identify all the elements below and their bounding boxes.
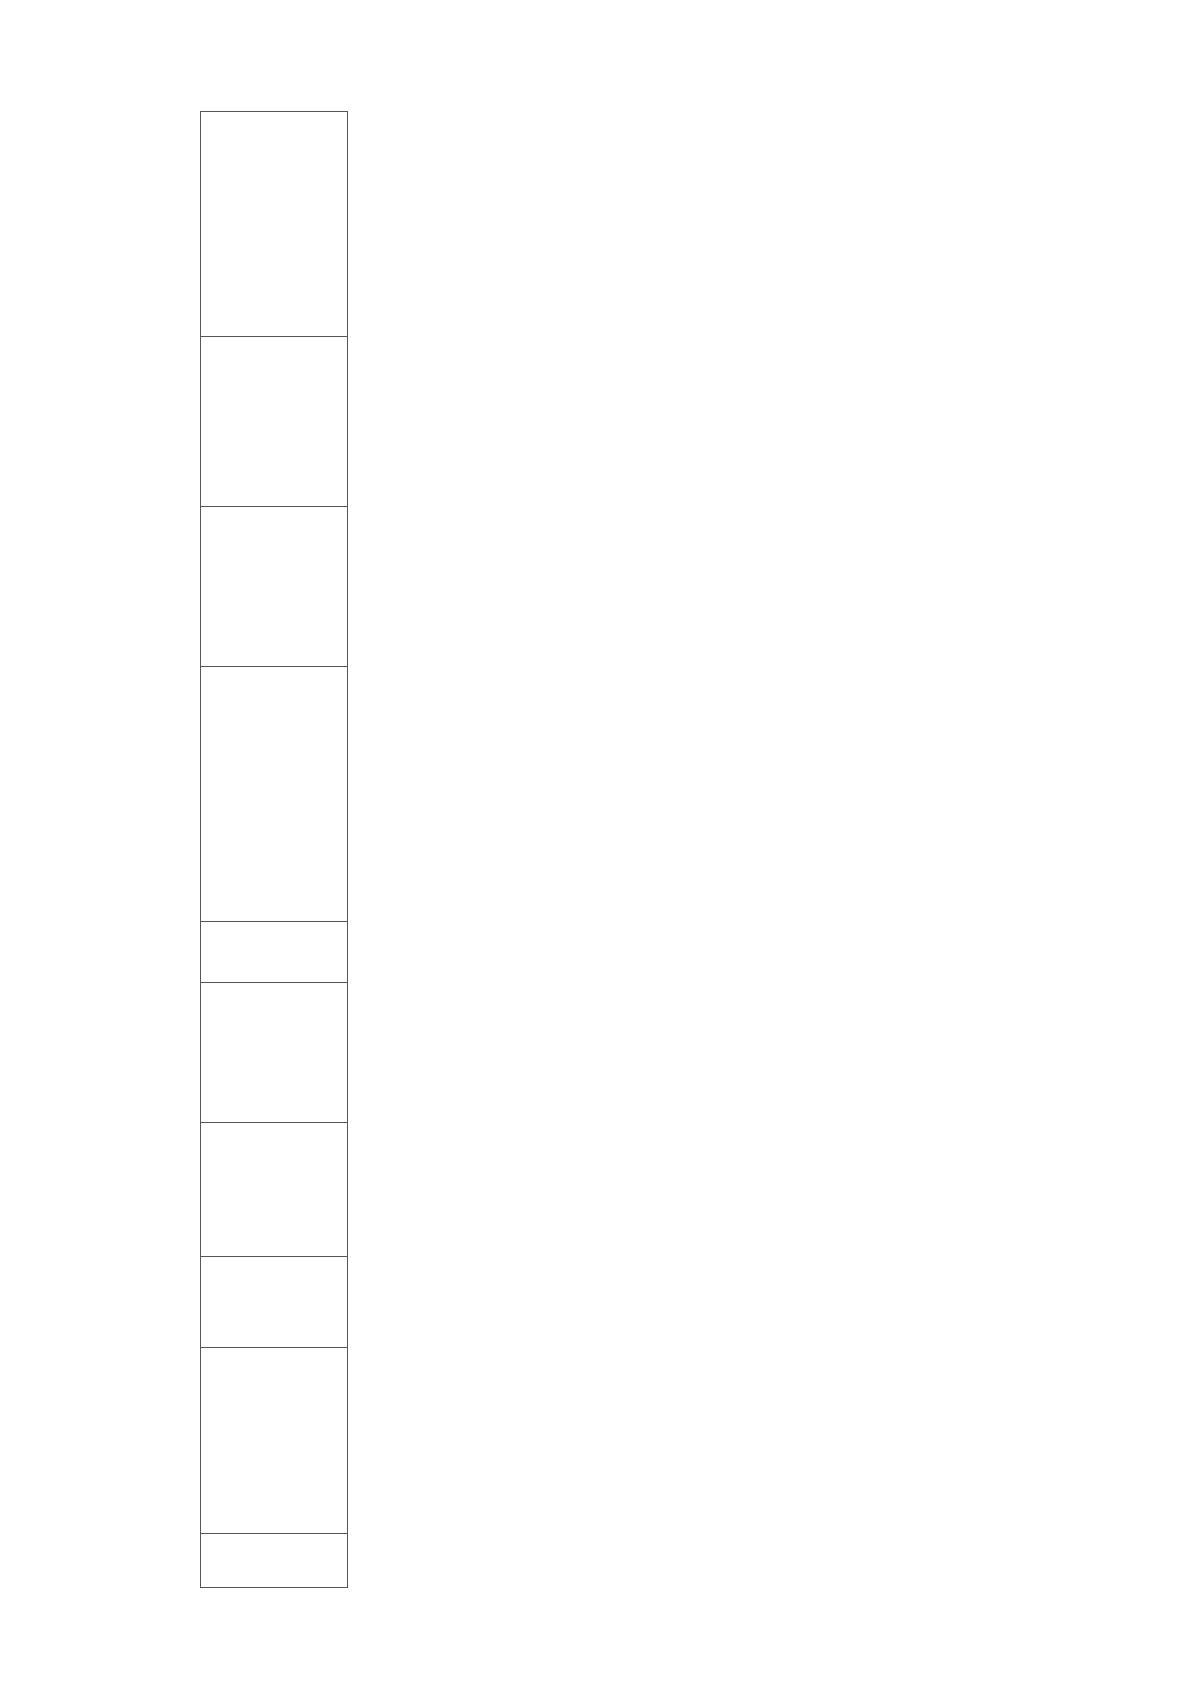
header-pnp-district — [201, 112, 348, 337]
table-body — [201, 112, 348, 1588]
header-pnp-oktmo — [201, 337, 348, 507]
header-pnp-num — [201, 922, 348, 983]
header-onp-status — [201, 1257, 348, 1348]
header-pnp-status — [201, 507, 348, 667]
settlements-table — [200, 111, 348, 1588]
header-onp-name — [201, 1348, 348, 1534]
rotated-table-container — [200, 112, 1142, 1588]
header-num — [201, 1534, 348, 1588]
table-header-row — [201, 112, 348, 1588]
header-onp-district — [201, 983, 348, 1123]
header-onp-oktmo — [201, 1123, 348, 1257]
page-number — [140, 830, 180, 870]
header-pnp-name — [201, 667, 348, 922]
